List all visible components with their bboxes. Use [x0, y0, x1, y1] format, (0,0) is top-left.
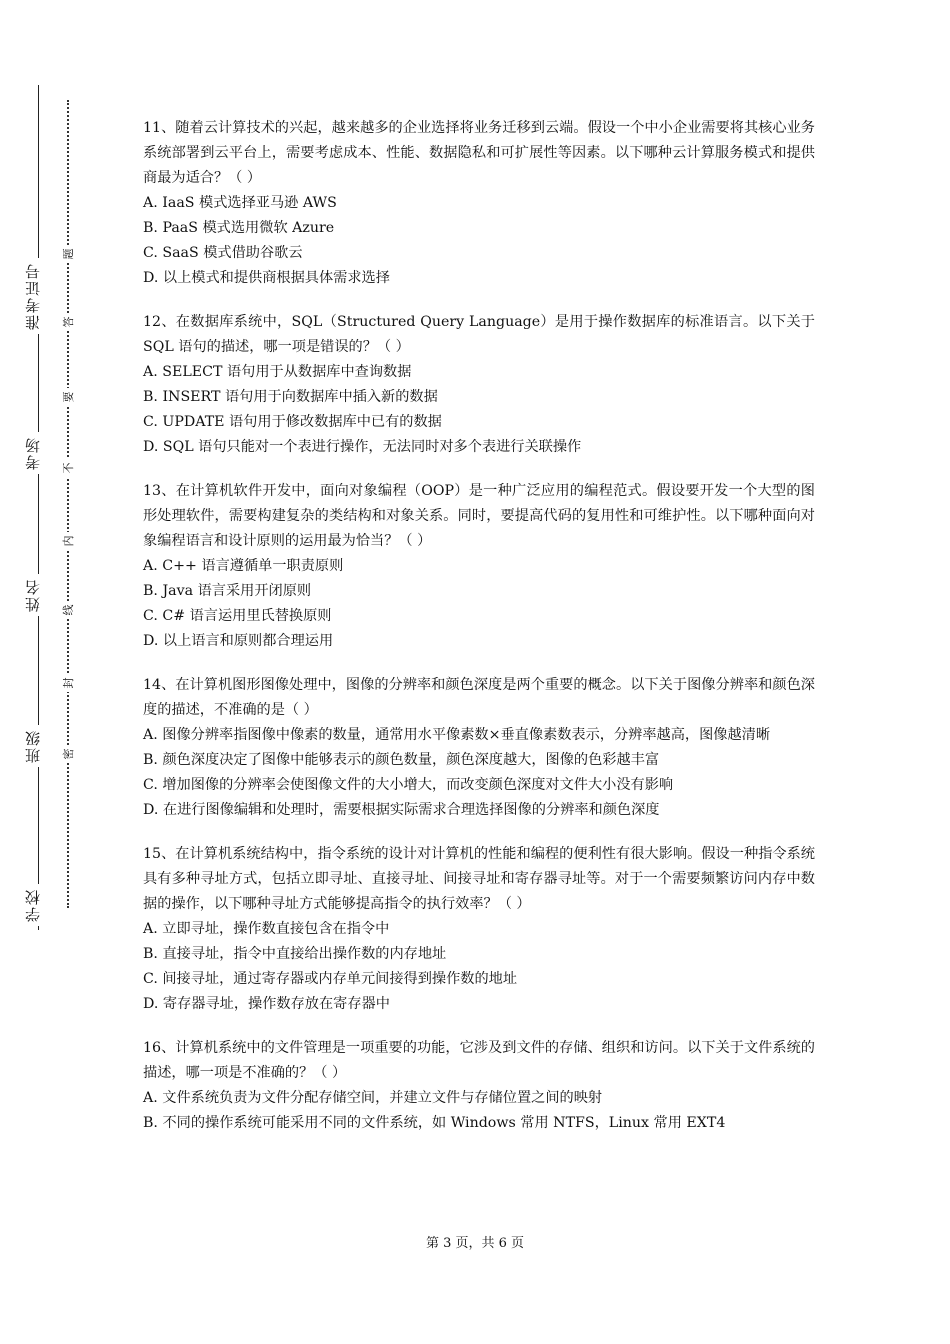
option-a: A. 文件系统负责为文件分配存储空间，并建立文件与存储位置之间的映射 [143, 1090, 603, 1106]
question-12 [143, 310, 815, 460]
option-c: C. C# 语言运用里氏替换原则 [143, 608, 332, 624]
question-list [143, 116, 815, 1155]
field-school: 学校 [22, 884, 56, 926]
option-d: D. SQL 语句只能对一个表进行操作，无法同时对多个表进行关联操作 [143, 439, 582, 455]
question-16 [143, 1036, 815, 1136]
option-d: D. 在进行图像编辑和处理时，需要根据实际需求合理选择图像的分辨率和颜色深度 [143, 802, 660, 818]
option-a: A. C++ 语言遵循单一职责原则 [143, 558, 344, 574]
option-a: A. IaaS 模式选择亚马逊 AWS [143, 195, 337, 211]
seal-char: 题 [58, 245, 78, 263]
seal-char: 密 [58, 745, 78, 763]
seal-char: 内 [58, 532, 78, 550]
question-text: 12、在数据库系统中，SQL（Structured Query Language）是用于操作数据库的标准语言。以下关于 SQL 语句的描述，哪一项是错误的？（ ） [143, 314, 815, 355]
question-13 [143, 479, 815, 654]
option-d: D. 以上语言和原则都合理运用 [143, 633, 334, 649]
option-c: C. 增加图像的分辨率会使图像文件的大小增大，而改变颜色深度对文件大小没有影响 [143, 777, 674, 793]
option-b: B. PaaS 模式选用微软 Azure [143, 220, 335, 236]
field-name: 姓名 [22, 574, 56, 616]
seal-char: 答 [58, 313, 78, 331]
option-a: A. 图像分辨率指图像中像素的数量，通常用水平像素数×垂直像素数表示，分辨率越高，图像越清晰 [143, 727, 771, 743]
binding-line [38, 85, 39, 930]
field-exam-number: 准考证号 [22, 258, 56, 334]
option-b: B. 不同的操作系统可能采用不同的文件系统，如 Windows 常用 NTFS，Linux 常用 EXT4 [143, 1115, 726, 1131]
seal-char: 要 [58, 388, 78, 406]
seal-char: 封 [58, 674, 78, 692]
seal-char: 不 [58, 459, 78, 477]
field-class: 班级 [22, 725, 56, 767]
option-d: D. 寄存器寻址，操作数存放在寄存器中 [143, 996, 390, 1012]
question-15 [143, 842, 815, 1017]
option-b: B. Java 语言采用开闭原则 [143, 583, 312, 599]
option-a: A. SELECT 语句用于从数据库中查询数据 [143, 364, 412, 380]
question-11 [143, 116, 815, 291]
option-c: C. SaaS 模式借助谷歌云 [143, 245, 303, 261]
page-number: 第 3 页，共 6 页 [425, 1236, 525, 1251]
question-text: 15、在计算机系统结构中，指令系统的设计对计算机的性能和编程的便利性有很大影响。假设一种指令系统具有多种寻址方式，包括立即寻址、直接寻址、间接寻址和寄存器寻址等。对于一个需要频繁访问内存中数据的操作，以下哪种寻址方式能够提高指令的执行效率？（ ） [143, 846, 815, 912]
option-a: A. 立即寻址，操作数直接包含在指令中 [143, 921, 390, 937]
option-b: B. 颜色深度决定了图像中能够表示的颜色数量，颜色深度越大，图像的色彩越丰富 [143, 752, 660, 768]
option-b: B. INSERT 语句用于向数据库中插入新的数据 [143, 389, 438, 405]
question-text: 13、在计算机软件开发中，面向对象编程（OOP）是一种广泛应用的编程范式。假设要开发一个大型的图形处理软件，需要构建复杂的类结构和对象关系。同时，要提高代码的复用性和可维护性。以下哪种面向对象编程语言和设计原则的运用最为恰当？（ ） [143, 483, 815, 549]
option-c: C. 间接寻址，通过寄存器或内存单元间接得到操作数的地址 [143, 971, 518, 987]
seal-dotted-line [67, 100, 69, 908]
question-text: 16、计算机系统中的文件管理是一项重要的功能，它涉及到文件的存储、组织和访问。以下关于文件系统的描述，哪一项是不准确的？（ ） [143, 1040, 815, 1081]
question-text: 14、在计算机图形图像处理中，图像的分辨率和颜色深度是两个重要的概念。以下关于图像分辨率和颜色深度的描述，不准确的是（ ） [143, 677, 815, 718]
option-d: D. 以上模式和提供商根据具体需求选择 [143, 270, 390, 286]
option-c: C. UPDATE 语句用于修改数据库中已有的数据 [143, 414, 442, 430]
question-text: 11、随着云计算技术的兴起，越来越多的企业选择将业务迁移到云端。假设一个中小企业需要将其核心业务系统部署到云平台上，需要考虑成本、性能、数据隐私和可扩展性等因素。以下哪种云计算服务模式和提供商最为适合？（ ） [143, 120, 815, 186]
option-b: B. 直接寻址，指令中直接给出操作数的内存地址 [143, 946, 447, 962]
question-14 [143, 673, 815, 823]
field-exam-room: 考场 [22, 432, 56, 474]
seal-char: 线 [58, 601, 78, 619]
